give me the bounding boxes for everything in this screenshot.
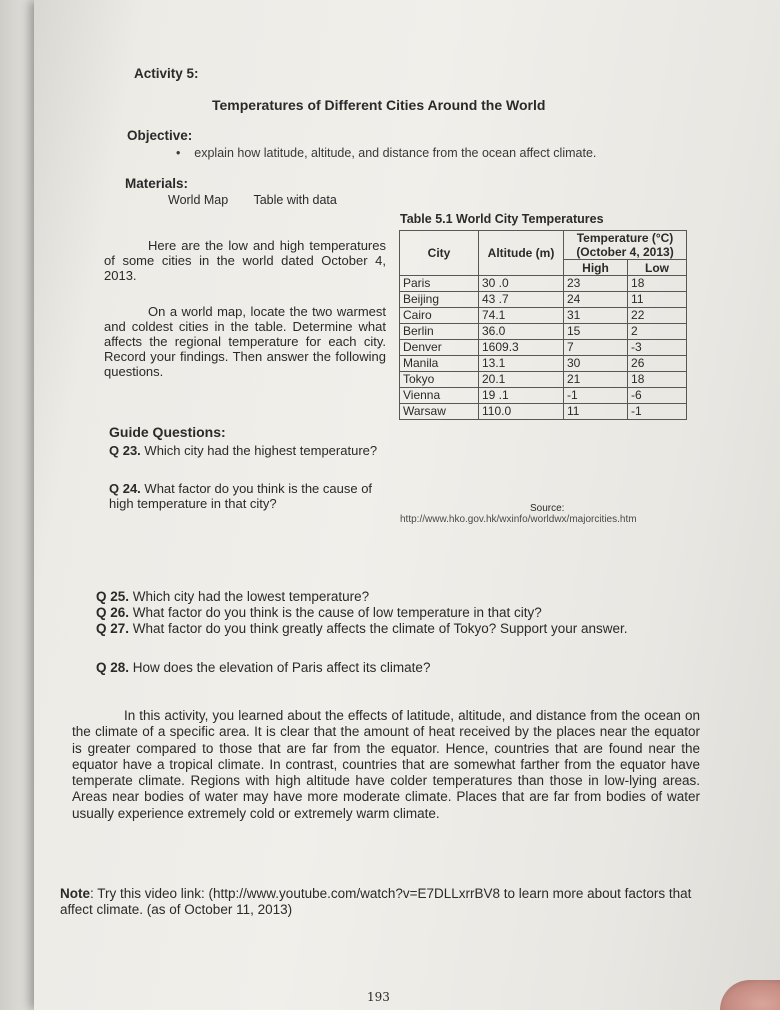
cell-city: Warsaw	[400, 404, 479, 420]
cell-high: 15	[564, 324, 628, 340]
bullet-icon: •	[176, 146, 195, 160]
header-city: City	[400, 231, 479, 276]
table-row	[400, 276, 687, 292]
header-low: Low	[628, 260, 687, 276]
cell-high: 21	[564, 372, 628, 388]
question-23	[109, 443, 385, 458]
cell-low: 2	[628, 324, 687, 340]
objective-label: Objective:	[127, 128, 193, 143]
cell-low: 18	[628, 372, 687, 388]
question-28	[96, 660, 696, 676]
table-row	[400, 292, 687, 308]
cell-high: 23	[564, 276, 628, 292]
cell-city: Manila	[400, 356, 479, 372]
question-text: Which city had the lowest temperature?	[132, 589, 370, 604]
question-text: What factor do you think is the cause of high temperature in that city?	[109, 481, 373, 511]
activity-title: Temperatures of Different Cities Around the World	[212, 97, 546, 113]
question-text: What factor do you think is the cause of low temperature in that city?	[132, 605, 542, 620]
cell-city: Tokyo	[400, 372, 479, 388]
cell-city: Vienna	[400, 388, 479, 404]
question-number: Q 26.	[96, 605, 130, 620]
cell-altitude: 74.1	[479, 308, 564, 324]
cell-city: Cairo	[400, 308, 479, 324]
note-label: Note	[60, 886, 90, 901]
materials-label: Materials:	[125, 176, 189, 191]
activity-label: Activity 5:	[134, 66, 199, 81]
question-text: Which city had the highest temperature?	[144, 443, 378, 458]
table-row	[400, 356, 687, 372]
question-text: How does the elevation of Paris affect its climate?	[132, 660, 431, 675]
table-row	[400, 404, 687, 420]
note-paragraph	[60, 886, 700, 919]
question-number: Q 23.	[109, 443, 141, 458]
table-row	[400, 388, 687, 404]
table-row	[400, 372, 687, 388]
cell-altitude: 20.1	[479, 372, 564, 388]
table-row	[400, 324, 687, 340]
cell-altitude: 1609.3	[479, 340, 564, 356]
cell-altitude: 30 .0	[479, 276, 564, 292]
cell-city: Paris	[400, 276, 479, 292]
question-number: Q 27.	[96, 621, 130, 636]
cell-low: 18	[628, 276, 687, 292]
question-number: Q 25.	[96, 589, 130, 604]
question-text: What factor do you think greatly affects the climate of Tokyo? Support your answer.	[132, 621, 628, 636]
cell-high: 24	[564, 292, 628, 308]
source-link: http://www.hko.gov.hk/wxinfo/worldwx/majorcities.htm	[400, 514, 637, 525]
question-26	[96, 605, 696, 621]
cell-city: Denver	[400, 340, 479, 356]
question-25	[96, 589, 696, 605]
table-row	[400, 308, 687, 324]
cell-high: 11	[564, 404, 628, 420]
question-27	[96, 621, 705, 637]
material-item: World Map	[168, 193, 229, 207]
table-caption: Table 5.1 World City Temperatures	[400, 212, 604, 226]
question-number: Q 24.	[109, 481, 141, 496]
cell-altitude: 110.0	[479, 404, 564, 420]
cell-city: Beijing	[400, 292, 479, 308]
guide-questions-heading: Guide Questions:	[109, 424, 226, 440]
cell-city: Berlin	[400, 324, 479, 340]
cell-low: -1	[628, 404, 687, 420]
material-item: Table with data	[253, 193, 337, 207]
question-number: Q 28.	[96, 660, 130, 675]
instructions-paragraph: On a world map, locate the two warmest and coldest cities in the table. Determine what affects the regional temperature for each city. Record your findings. Then answer the following questions.	[104, 304, 386, 379]
intro-paragraph: Here are the low and high temperatures of some cities in the world dated October 4, 2013.	[104, 238, 386, 283]
cell-altitude: 36.0	[479, 324, 564, 340]
question-24	[109, 481, 385, 511]
page-number: 193	[367, 990, 390, 1004]
header-high: High	[564, 260, 628, 276]
city-temperature-table	[399, 230, 687, 420]
objective-text: explain how latitude, altitude, and distance from the ocean affect climate.	[194, 146, 597, 160]
cell-low: 11	[628, 292, 687, 308]
cell-low: 26	[628, 356, 687, 372]
cell-low: -3	[628, 340, 687, 356]
summary-paragraph: In this activity, you learned about the effects of latitude, altitude, and distance from the ocean on the climate of a specific area. It is clear that the amount of heat received by the places near the equator is greater compared to those that are far from the equator. Hence, countries that are found near the equator have a tropical climate. In contrast, countries that are somewhat farther from the equator have temperate climate. Regions with high altitude have colder temperatures than those in low-lying areas. Areas near bodies of water may have more moderate climate. Places that are far from bodies of water usually experience extremely cold or extremely warm climate.	[72, 708, 700, 821]
table-row	[400, 340, 687, 356]
cell-altitude: 19 .1	[479, 388, 564, 404]
cell-high: 31	[564, 308, 628, 324]
source-label: Source:	[530, 503, 565, 514]
header-altitude: Altitude (m)	[479, 231, 564, 276]
cell-high: 7	[564, 340, 628, 356]
cell-low: -6	[628, 388, 687, 404]
header-temperature: Temperature (°C) (October 4, 2013)	[564, 231, 687, 260]
cell-high: -1	[564, 388, 628, 404]
cell-low: 22	[628, 308, 687, 324]
objective-bullet	[176, 146, 596, 160]
materials-list	[168, 193, 359, 207]
note-text: : Try this video link: (http://www.youtube.com/watch?v=E7DLLxrrBV8 to learn more about factors that affect climate. (as of October 11, 2013)	[60, 886, 692, 918]
cell-altitude: 13.1	[479, 356, 564, 372]
cell-altitude: 43 .7	[479, 292, 564, 308]
cell-high: 30	[564, 356, 628, 372]
